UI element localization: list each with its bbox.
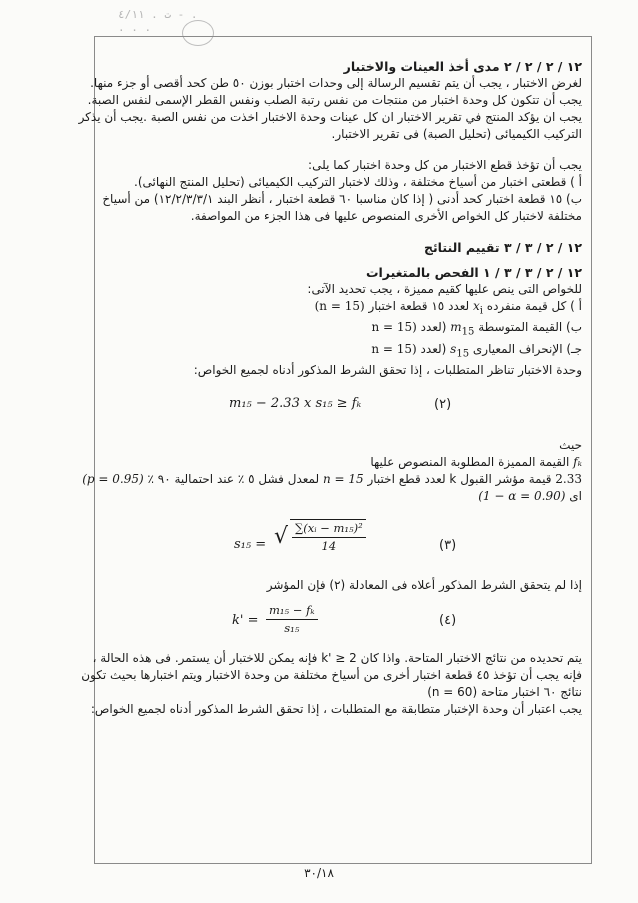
fk-symbol: fₖ	[573, 455, 582, 470]
paragraph-line: يجب أن تتكون كل وحدة اختبار من منتجات من نفس رتبة الصلب ونفس القطر الإسمى لنفس الصبة.	[87, 93, 582, 107]
equation-4-fraction	[264, 602, 318, 637]
where-label: حيث	[559, 438, 582, 453]
equation-4-number: (٤)	[439, 613, 457, 629]
k-value: 2.33	[555, 472, 582, 487]
k-sample-size: n = 15	[322, 472, 364, 487]
equation-3-denominator: 14	[321, 539, 337, 554]
subsection-heading-variables: ١٢ / ٢ / ٣ / ٣ / ١ الفحص بالمتغيرات	[365, 265, 582, 280]
fk-definition: القيمة المميزة المطلوبة المنصوص عليها	[370, 455, 570, 470]
paragraph-line: فإنه يجب أن تؤخذ ٤٥ قطعة اختبار أخرى من أسياخ مختلفة من وحدة الاختبار ويتم اختبارها بحيث تكون	[81, 668, 582, 683]
equation-4-numerator: m₁₅ − fₖ	[266, 602, 318, 620]
symbol: x	[472, 299, 480, 313]
equation-3-radical	[274, 519, 366, 555]
list-label: القيمة المتوسطة	[478, 320, 563, 335]
equation-2	[104, 393, 582, 415]
symbol-subscript: i	[479, 305, 483, 317]
paragraph-line: نتائج ٦٠ اختبار متاحة (n = 60)	[427, 685, 582, 700]
definition-k	[82, 471, 582, 488]
paragraph-line: يجب اعتبار أن وحدة الإختبار متطابقة مع المتطلبات ، إذا تحقق الشرط المذكور أدناه لجميع الخواص:	[90, 702, 582, 717]
paragraph-line: لغرض الاختبار ، يجب أن يتم تقسيم الرسالة إلى وحدات اختبار بوزن ٥٠ طن كحد أقصى أو جزء منها.	[90, 76, 582, 90]
sample-size: (n = 15)	[314, 299, 365, 313]
list-tail: لعدد ١٥ قطعة اختبار	[368, 299, 470, 313]
equation-2-expression: m₁₅ − 2.33 x s₁₅ ≥ fₖ	[229, 396, 362, 412]
equation-3	[104, 519, 582, 569]
evaluation-list-item	[104, 319, 582, 340]
evaluation-list-item	[104, 298, 582, 319]
equation-3-numerator: ∑(xᵢ − m₁₅)²	[292, 520, 366, 538]
symbol-subscript: 15	[461, 326, 475, 338]
condition-not-met-text: إذا لم يتحقق الشرط المذكور أعلاه فى المعادلة (٢) فإن المؤشر	[266, 578, 582, 593]
list-tail: (لعدد	[420, 320, 447, 335]
equation-4-denominator: s₁₅	[284, 621, 300, 636]
document-body	[78, 58, 582, 718]
symbol-subscript: 15	[456, 348, 470, 360]
symbol: m	[450, 320, 462, 335]
sampling-item-b: ب) ١٥ قطعة اختبار كحد أدنى ( إذا كان مناسبا ٦٠ قطعة اختبار ، أنظر البند ١٢/٢/٣/٣/١) من أسياخ	[102, 192, 582, 206]
sample-size: n = 15)	[371, 320, 417, 335]
symbol: s	[450, 341, 457, 356]
k-definition: قيمة مؤشر القبول k لعدد قطع اختبار	[367, 472, 552, 487]
k-definition-tail: لمعدل فشل ٥ ٪ عند احتمالية ٩٠ ٪	[147, 472, 320, 487]
paragraph-line: يتم تحديده من نتائج الاختبار المتاحة. واذا كان k' ≥ 2 فإنه يمكن للاختبار أن يستمر. فى هذه الحالة ،	[92, 651, 582, 666]
alpha-prefix: اى	[569, 489, 582, 504]
list-label: الإنحراف المعيارى	[472, 341, 563, 356]
evaluation-list-item	[104, 341, 582, 362]
acceptance-condition: وحدة الاختبار تناظر المتطلبات ، إذا تحقق الشرط المذكور أدناه لجميع الخواص:	[193, 363, 582, 378]
sampling-intro: يجب أن تؤخذ قطع الاختبار من كل وحدة اختبار كما يلى:	[308, 158, 582, 172]
list-prefix: أ )	[570, 299, 582, 313]
evaluation-intro: للخواص التى ينص عليها كقيم مميزة ، يجب تحديد الآتى:	[307, 282, 582, 296]
equation-4	[104, 602, 582, 642]
page-number: ٣٠/١٨	[304, 866, 334, 880]
square-root-icon: √	[274, 524, 289, 550]
sample-size: n = 15)	[371, 341, 417, 356]
equation-2-number: (٢)	[434, 397, 452, 413]
k-probability: (p = 0.95)	[82, 472, 144, 487]
definition-alpha	[104, 488, 582, 505]
equation-3-lhs: s₁₅ =	[234, 537, 267, 553]
list-tail: (لعدد	[420, 341, 447, 356]
alpha-value: (1 − α = 0.90)	[478, 489, 566, 504]
sampling-item-b-continued: مختلفة لاختبار كل الخواص الأخرى المنصوص عليها فى هذا الجزء من المواصفة.	[190, 209, 582, 223]
sampling-item-a: أ ) قطعتى اختبار من أسياخ مختلفة ، وذلك لاختبار التركيب الكيميائى (تحليل المنتج النهائى).	[134, 175, 582, 189]
equation-3-number: (٣)	[439, 538, 457, 554]
paragraph-line: يجب ان يؤكد المنتج في تقرير الاختبار ان كل عينات وحدة الاختبار اخذت من نفس الصبة .يجب أن يذكر	[78, 110, 582, 124]
paragraph-line: التركيب الكيميائى (تحليل الصبة) فى تقرير الاختبار.	[331, 127, 582, 141]
document-stamp-number: ت . ٤/١١ - . . . .	[118, 8, 198, 34]
section-heading-evaluation: ١٢ / ٢ / ٣ / ٣ تقييم النتائج	[423, 240, 582, 255]
definition-fk	[104, 454, 582, 471]
list-prefix: جـ)	[566, 341, 582, 356]
section-heading-sampling-scope: ١٢ / ٢ / ٢ / ٢ مدى أخذ العينات والاختبار	[343, 59, 582, 74]
list-label: كل قيمة منفرده	[486, 299, 567, 313]
equation-4-lhs: k' =	[232, 613, 259, 629]
list-prefix: ب)	[566, 320, 582, 335]
